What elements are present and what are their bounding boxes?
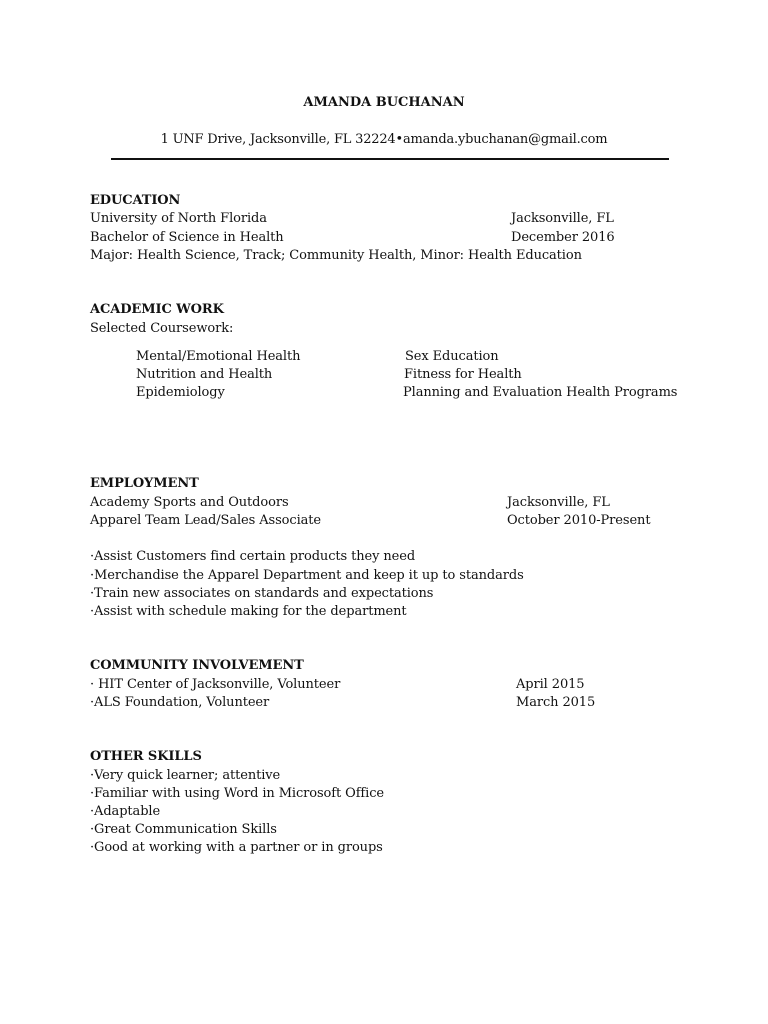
academic-heading: ACADEMIC WORK bbox=[90, 302, 224, 317]
employment-bullet: ·Assist Customers find certain products they need bbox=[90, 549, 416, 564]
skill-item: ·Very quick learner; attentive bbox=[90, 768, 281, 783]
course-item: Mental/Emotional Health bbox=[136, 349, 301, 364]
education-school: University of North Florida bbox=[90, 211, 267, 226]
community-item: · HIT Center of Jacksonville, Volunteer bbox=[90, 677, 341, 692]
education-location: Jacksonville, FL bbox=[511, 211, 614, 226]
course-item: Epidemiology bbox=[136, 385, 225, 400]
skill-item: ·Great Communication Skills bbox=[90, 822, 277, 837]
education-date: December 2016 bbox=[511, 230, 615, 245]
employment-bullet: ·Assist with schedule making for the department bbox=[90, 604, 407, 619]
skill-item: ·Adaptable bbox=[90, 804, 161, 819]
employment-bullet: ·Merchandise the Apparel Department and keep it up to standards bbox=[90, 568, 524, 583]
skill-item: ·Good at working with a partner or in groups bbox=[90, 840, 383, 855]
employment-heading: EMPLOYMENT bbox=[90, 476, 199, 491]
coursework-intro: Selected Coursework: bbox=[90, 321, 234, 336]
course-item: Fitness for Health bbox=[404, 367, 522, 382]
community-item-date: April 2015 bbox=[516, 677, 585, 692]
community-item-date: March 2015 bbox=[516, 695, 596, 710]
employment-title: Apparel Team Lead/Sales Associate bbox=[90, 513, 321, 528]
course-item: Sex Education bbox=[405, 349, 499, 364]
skills-heading: OTHER SKILLS bbox=[90, 749, 202, 764]
employment-bullet: ·Train new associates on standards and expectations bbox=[90, 586, 434, 601]
course-item: Nutrition and Health bbox=[136, 367, 273, 382]
education-degree: Bachelor of Science in Health bbox=[90, 230, 284, 245]
education-major: Major: Health Science, Track; Community Health, Minor: Health Education bbox=[90, 248, 582, 263]
contact-line: 1 UNF Drive, Jacksonville, FL 32224•amanda.ybuchanan@gmail.com bbox=[160, 132, 608, 147]
header-divider bbox=[111, 158, 669, 160]
employment-location: Jacksonville, FL bbox=[507, 495, 610, 510]
employment-dates: October 2010-Present bbox=[507, 513, 651, 528]
community-item: ·ALS Foundation, Volunteer bbox=[90, 695, 270, 710]
employment-company: Academy Sports and Outdoors bbox=[90, 495, 289, 510]
skill-item: ·Familiar with using Word in Microsoft Office bbox=[90, 786, 384, 801]
education-heading: EDUCATION bbox=[90, 193, 181, 208]
candidate-name: AMANDA BUCHANAN bbox=[303, 95, 465, 110]
community-heading: COMMUNITY INVOLVEMENT bbox=[90, 658, 304, 673]
course-item: Planning and Evaluation Health Programs bbox=[403, 385, 678, 400]
